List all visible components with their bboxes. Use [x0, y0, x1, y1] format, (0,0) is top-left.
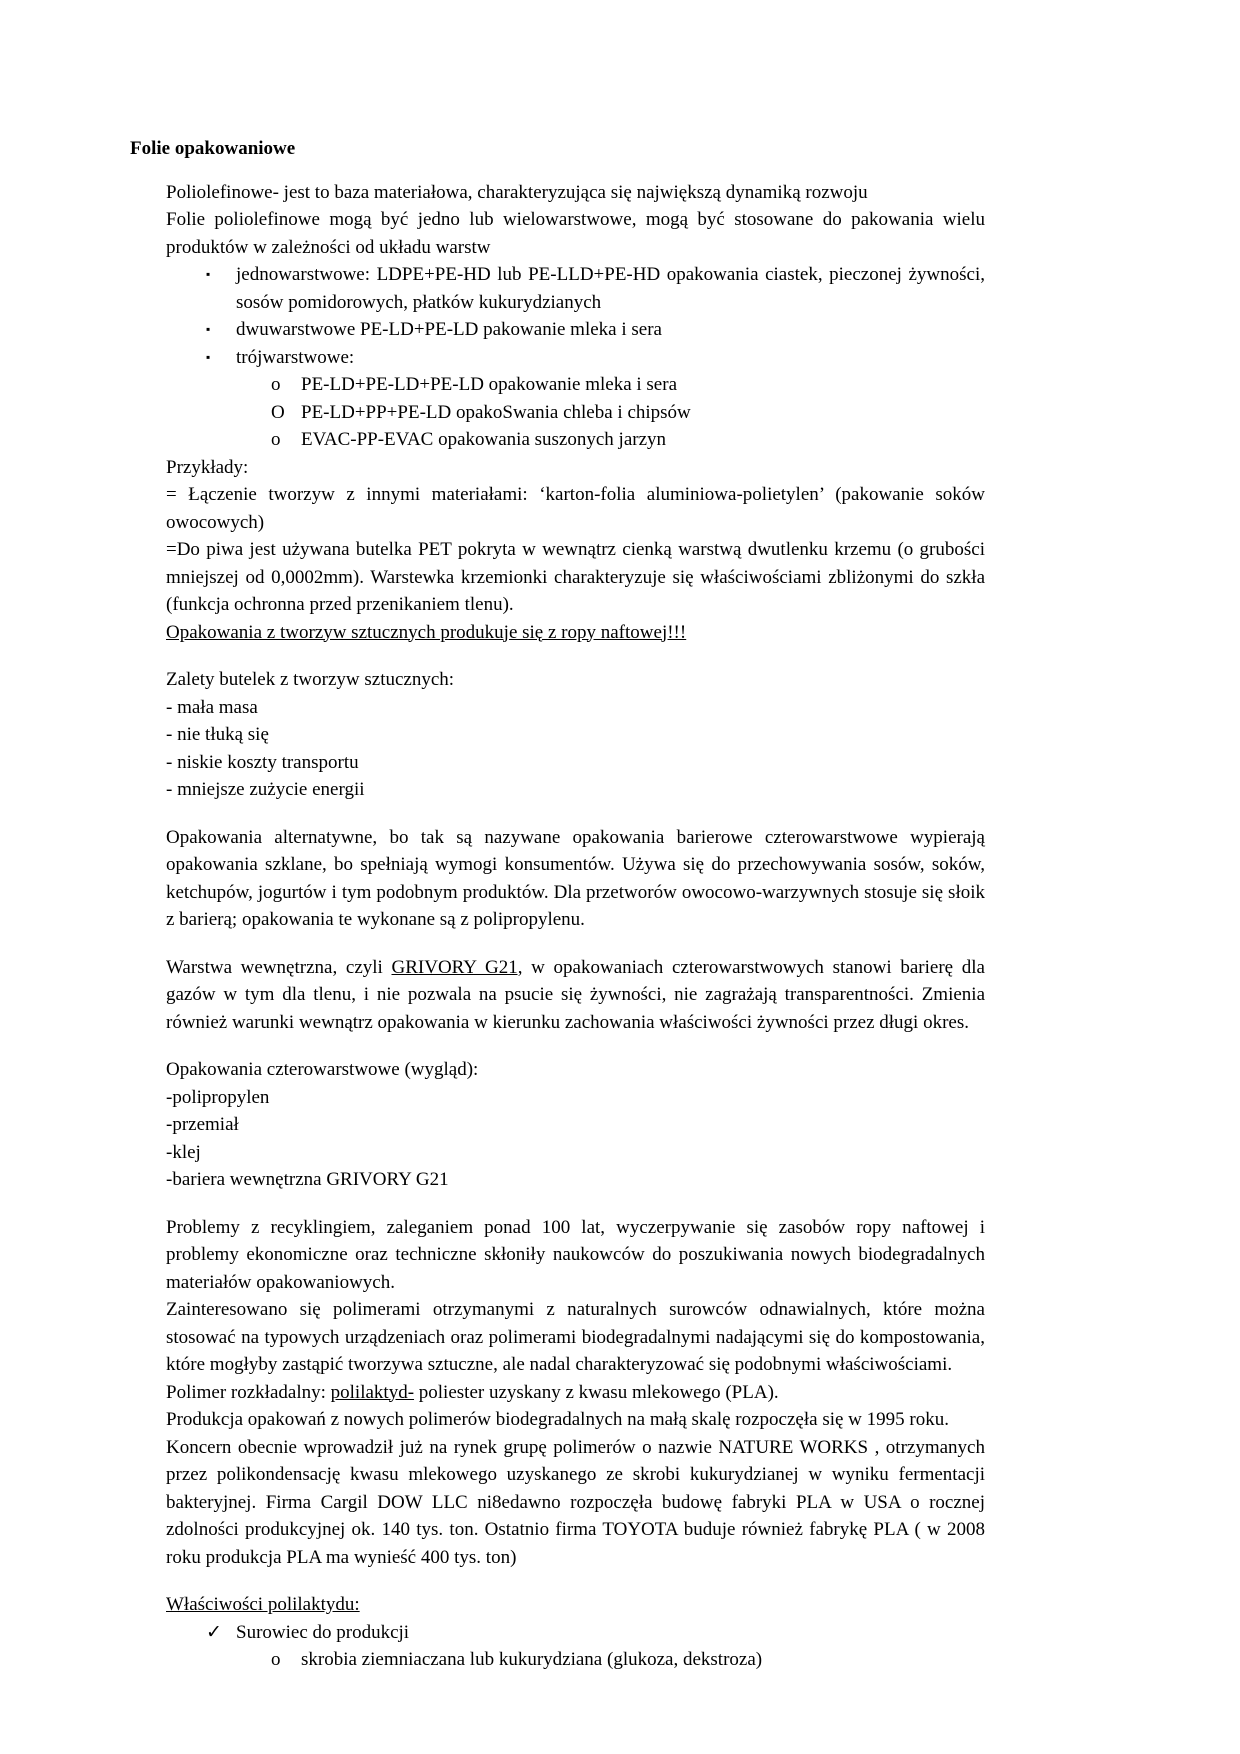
warstwa-suffix: w opakowaniach czterowarstwowych stanowi barierę dla gazów w tym dla tlenu, i nie pozwala na psucie się żywności, nie zagrażają transparentności. Zmienia również warunki wewnątrz opakowania w kierunku zachowania właściwości żywności przez długi okres. — [166, 956, 985, 1033]
warstwa-prefix: Warstwa wewnętrzna, czyli — [166, 956, 392, 978]
checkmark-icon: ✓ — [206, 1621, 222, 1643]
wyglad-item: -przemiał — [166, 1114, 239, 1135]
circle-bullet-icon: o — [271, 1649, 281, 1670]
warstwa-paragraph — [166, 954, 985, 1037]
intro-line-2: Folie poliolefinowe mogą być jedno lub wielowarstwowe, mogą być stosowane do pakowania wielu produktów w zależności od układu warstw — [166, 209, 985, 258]
square-bullet-icon: ▪ — [206, 267, 211, 281]
square-bullet-icon: ▪ — [206, 349, 211, 364]
list-item-text: trójwarstwowe: — [236, 346, 355, 368]
example-item-1: = Łączenie tworzyw z innymi materiałami: ‘karton-folia aluminiowa-polietylen’ (pakowanie soków owocowych) — [166, 484, 985, 533]
sub-list-item-text: EVAC-PP-EVAC opakowania suszonych jarzyn — [301, 429, 667, 450]
sub-list-item-text: PE-LD+PE-LD+PE-LD opakowanie mleka i sera — [301, 374, 678, 395]
sub-item-text: skrobia ziemniaczana lub kukurydziana (glukoza, dekstroza) — [301, 1649, 763, 1670]
problemy-paragraph-4: Koncern obecnie wprowadził już na rynek grupę polimerów o nazwie NATURE WORKS , otrzymanych przez polikondensację kwasu mlekowego uzyskanego ze skrobi kukurydzianej w wyniku fermentacji bakteryjnej. Firma Cargil DOW LLC ni8edawno rozpoczęła budowę fabryki PLA w USA o rocznej zdolności produkcyjnej ok. 140 tys. ton. Ostatnio firma TOYOTA buduje również fabrykę PLA ( w 2008 roku produkcja PLA ma wynieść 400 tys. ton) — [166, 1436, 985, 1568]
wyglad-item: -polipropylen — [166, 1086, 270, 1108]
square-bullet-icon: ▪ — [206, 322, 211, 336]
zalety-item: - niskie koszty transportu — [166, 751, 359, 773]
wlasciwosci-sub-item — [271, 1646, 985, 1674]
polimer-line — [166, 1379, 985, 1407]
intro-line-1: Poliolefinowe- jest to baza materiałowa, charakteryzująca się największą dynamiką rozwoju — [166, 181, 868, 203]
list-item-trojwarstwowe — [206, 344, 985, 372]
sub-list-item-2 — [271, 399, 985, 427]
wyglad-item: -klej — [166, 1141, 201, 1163]
sub-list-item-3 — [271, 426, 985, 454]
check-item-text: Surowiec do produkcji — [236, 1621, 410, 1643]
wlasciwosci-heading: Właściwości polilaktydu: — [166, 1594, 360, 1615]
polilaktyd-underlined: polilaktyd- — [330, 1381, 415, 1403]
examples-heading: Przykłady: — [166, 456, 249, 478]
wlasciwosci-check-item — [206, 1619, 985, 1647]
alternatywne-paragraph: Opakowania alternatywne, bo tak są nazywane opakowania barierowe czterowarstwowe wypierają opakowania szklane, bo spełniają wymogi konsumentów. Używa się do przechowywania sosów, soków, ketchupów, jogurtów i tym podobnym produktów. Dla przetworów owocowo-warzywnych stosuje się słoik z barierą; opakowania te wykonane są z polipropylenu. — [166, 826, 985, 930]
problemy-paragraph-2: Zainteresowano się polimerami otrzymanymi z naturalnych surowców odnawialnych, które można stosować na typowych urządzeniach oraz polimerami biodegradalnymi nadającymi się do kompostowania, które mogłyby zastąpić tworzywa sztuczne, ale nadal charakteryzować się podobnymi właściwościami. — [166, 1299, 985, 1375]
list-item-dwuwarstwowe — [206, 316, 985, 344]
problemy-paragraph-3: Produkcja opakowań z nowych polimerów biodegradalnych na małą skalę rozpoczęła się w 1995 roku. — [166, 1409, 949, 1430]
list-item-jednowarstwowe — [206, 261, 985, 316]
sub-list-item-text: PE-LD+PP+PE-LD opakoSwania chleba i chipsów — [301, 401, 691, 423]
zalety-item: - mniejsze zużycie energii — [166, 779, 365, 800]
example-item-2: =Do piwa jest używana butelka PET pokryta w wewnątrz cienką warstwą dwutlenku krzemu (o grubości mniejszej od 0,0002mm). Warstewka krzemionki charakteryzuje się właściwościami zbliżonymi do szkła (funkcja ochronna przed przenikaniem tlenu). — [166, 539, 985, 615]
polimer-prefix: Polimer rozkładalny: — [166, 1381, 331, 1403]
zalety-item: - nie tłuką się — [166, 724, 269, 745]
circle-bullet-icon: o — [271, 429, 281, 450]
plastics-from-oil-note: Opakowania z tworzyw sztucznych produkuje się z ropy naftowej!!! — [166, 621, 687, 643]
page-title: Folie opakowaniowe — [130, 138, 296, 159]
zalety-heading: Zalety butelek z tworzyw sztucznych: — [166, 669, 455, 690]
problemy-paragraph-1: Problemy z recyklingiem, zaleganiem ponad 100 lat, wyczerpywanie się zasobów ropy naftowej i problemy ekonomiczne oraz techniczne skłoniły naukowców do poszukiwania nowych biodegradalnych materiałów opakowaniowych. — [166, 1216, 985, 1293]
wyglad-item: -bariera wewnętrzna GRIVORY G21 — [166, 1169, 449, 1190]
wyglad-heading: Opakowania czterowarstwowe (wygląd): — [166, 1059, 479, 1080]
zalety-item: - mała masa — [166, 696, 258, 718]
circle-bullet-icon: O — [271, 401, 285, 423]
circle-bullet-icon: o — [271, 374, 281, 395]
polimer-suffix: poliester uzyskany z kwasu mlekowego (PLA). — [414, 1381, 779, 1403]
list-item-text: jednowarstwowe: LDPE+PE-HD lub PE-LLD+PE-HD opakowania ciastek, pieczonej żywności, sosów pomidorowych, płatków kukurydzianych — [236, 264, 985, 313]
document-body — [166, 179, 985, 1674]
list-item-text: dwuwarstwowe PE-LD+PE-LD pakowanie mleka i sera — [236, 319, 662, 340]
grivory-underlined: GRIVORY G21, — [391, 956, 523, 978]
sub-list-item-1 — [271, 371, 985, 399]
